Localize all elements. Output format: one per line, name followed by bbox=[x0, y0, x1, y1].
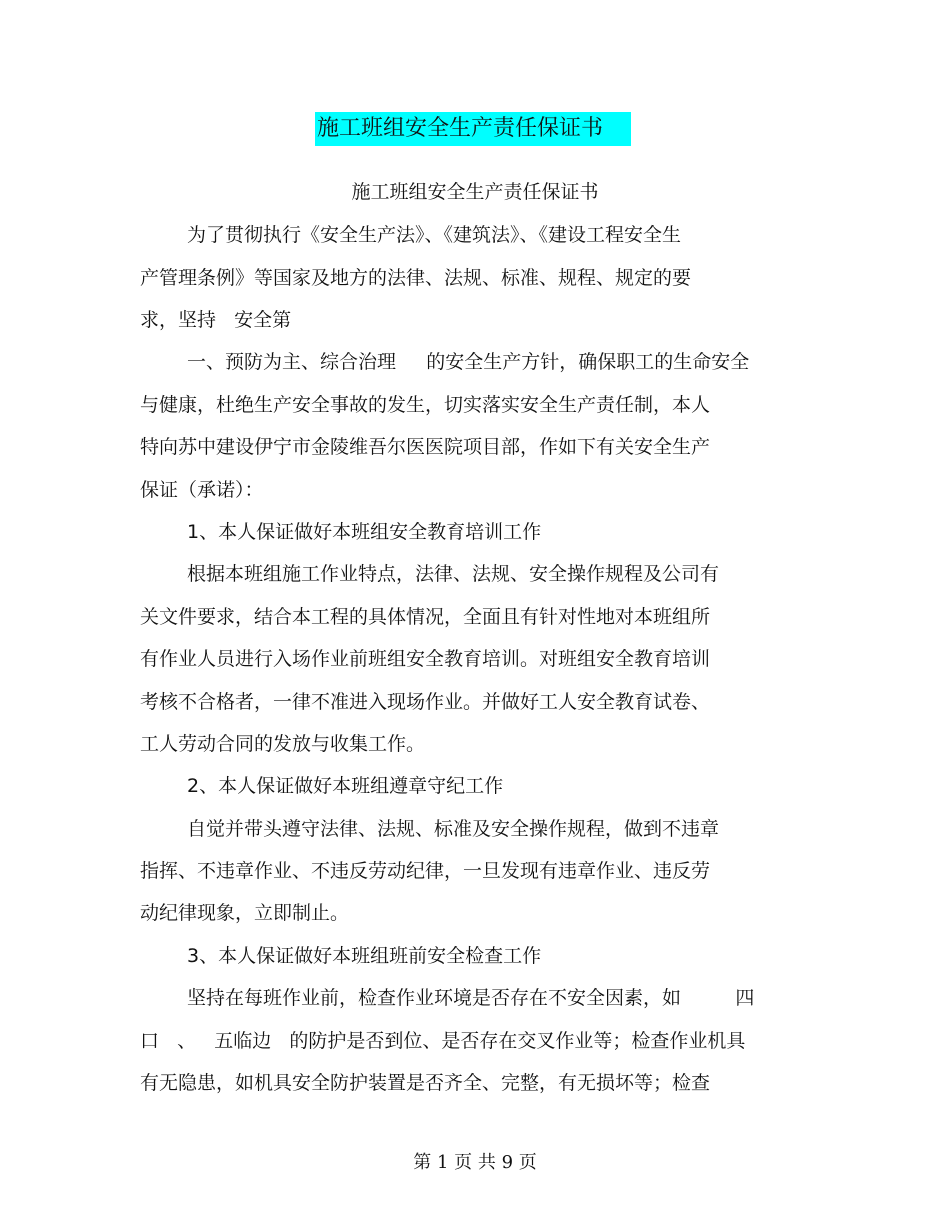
paragraph-line: 与健康，杜绝生产安全事故的发生，切实落实安全生产责任制，本人 bbox=[140, 394, 711, 416]
paragraph-line: 动纪律现象，立即制止。 bbox=[140, 902, 350, 924]
title-wrapper bbox=[0, 112, 950, 146]
paragraph-line: 指挥、不违章作业、不违反劳动纪律，一旦发现有违章作业、违反劳 bbox=[140, 860, 711, 882]
section-heading: 1、本人保证做好本班组安全教育培训工作 bbox=[187, 521, 542, 543]
paragraph-line: 求，坚持 安全第 bbox=[140, 309, 292, 331]
paragraph-line: 特向苏中建设伊宁市金陵维吾尔医医院项目部，作如下有关安全生产 bbox=[140, 436, 711, 458]
paragraph-line: 有作业人员进行入场作业前班组安全教育培训。对班组安全教育培训 bbox=[140, 648, 711, 670]
paragraph-line: 口 、 五临边 的防护是否到位、是否存在交叉作业等；检查作业机具 bbox=[140, 1030, 746, 1052]
paragraph-line: 一、预防为主、综合治理 的安全生产方针，确保职工的生命安全 bbox=[187, 351, 750, 373]
section-heading: 3、本人保证做好本班组班前安全检查工作 bbox=[187, 945, 542, 967]
document-subtitle: 施工班组安全生产责任保证书 bbox=[351, 181, 599, 203]
paragraph-line: 保证（承诺）： bbox=[140, 479, 264, 501]
paragraph-line: 自觉并带头遵守法律、法规、标准及安全操作规程，做到不违章 bbox=[187, 818, 720, 840]
paragraph-line: 考核不合格者，一律不准进入现场作业。并做好工人安全教育试卷、 bbox=[140, 691, 711, 713]
paragraph-line: 产管理条例》等国家及地方的法律、法规、标准、规程、规定的要 bbox=[140, 267, 692, 289]
section-heading: 2、本人保证做好本班组遵章守纪工作 bbox=[187, 775, 504, 797]
paragraph-line: 关文件要求，结合本工程的具体情况，全面且有针对性地对本班组所 bbox=[140, 606, 711, 628]
document-title: 施工班组安全生产责任保证书 bbox=[315, 112, 631, 146]
paragraph-line: 根据本班组施工作业特点，法律、法规、安全操作规程及公司有 bbox=[187, 563, 720, 585]
paragraph-line: 有无隐患，如机具安全防护装置是否齐全、完整，有无损坏等；检查 bbox=[140, 1072, 711, 1094]
paragraph-line: 工人劳动合同的发放与收集工作。 bbox=[140, 733, 426, 755]
page-footer: 第 1 页 共 9 页 bbox=[413, 1152, 537, 1173]
paragraph-line: 为了贯彻执行《安全生产法》、《建筑法》、《建设工程安全生 bbox=[187, 224, 682, 246]
paragraph-line: 坚持在每班作业前，检查作业环境是否存在不安全因素，如 四 bbox=[187, 987, 755, 1009]
